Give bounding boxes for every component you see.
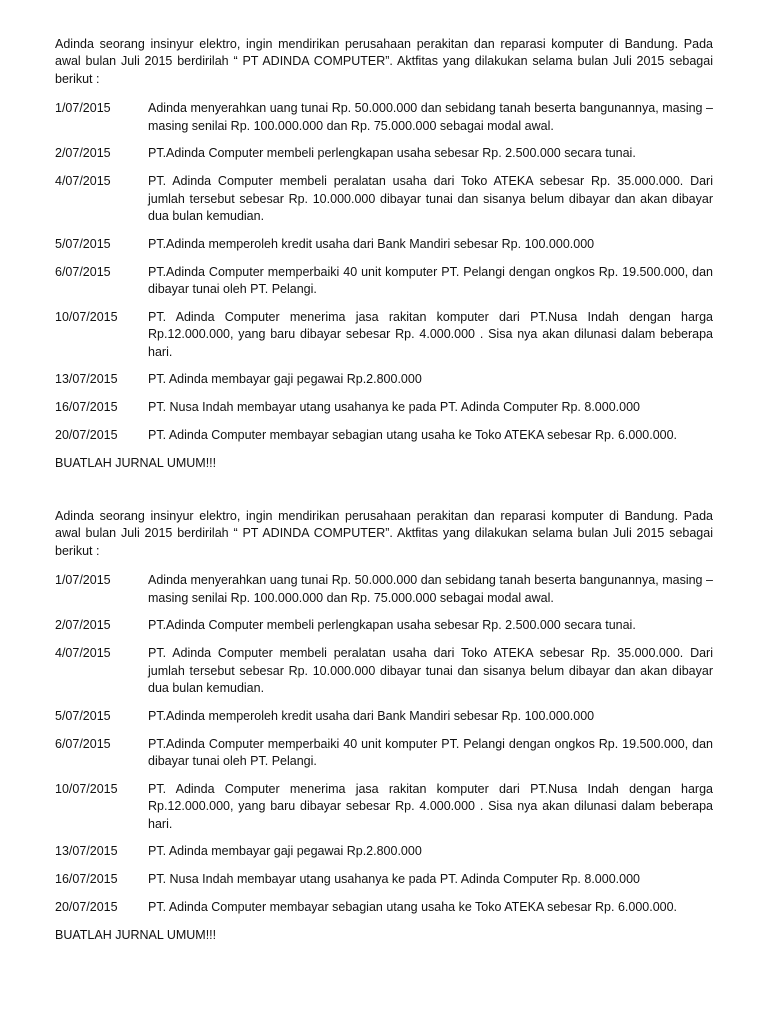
transaction-entry: [55, 645, 713, 697]
transaction-date: 5/07/2015: [55, 236, 111, 251]
transaction-date: 16/07/2015: [55, 872, 118, 887]
transaction-description: PT.Adinda memperoleh kredit usaha dari Bank Mandiri sebesar Rp. 100.000.000: [148, 236, 595, 251]
intro-paragraph: Adinda seorang insinyur elektro, ingin mendirikan perusahaan perakitan dan reparasi komputer di Bandung. Pada awal bulan Juli 2015 berdirilah “ PT ADINDA COMPUTER”. Aktfitas yang dilakukan selama bulan Juli 2015 sebagai berikut :: [55, 509, 713, 558]
transaction-date: 1/07/2015: [55, 101, 111, 116]
transaction-entry: [55, 736, 713, 771]
transaction-date: 1/07/2015: [55, 573, 111, 588]
instruction-text: BUATLAH JURNAL UMUM!!!: [55, 928, 217, 943]
transaction-description: PT. Adinda Computer membeli peralatan usaha dari Toko ATEKA sebesar Rp. 35.000.000. Dari jumlah tersebut sebesar Rp. 10.000.000 dibayar tunai dan sisanya belum dibayar dan akan dibayar dua bulan kemudian.: [148, 646, 713, 695]
transaction-entry: [55, 871, 713, 888]
transaction-date: 5/07/2015: [55, 708, 111, 723]
transaction-entry: [55, 399, 713, 416]
transaction-description: PT.Adinda Computer membeli perlengkapan usaha sebesar Rp. 2.500.000 secara tunai.: [148, 618, 636, 633]
transaction-list: [55, 572, 713, 916]
transaction-entry: [55, 899, 713, 916]
transaction-entry: [55, 427, 713, 444]
transaction-description: PT. Adinda Computer membayar sebagian utang usaha ke Toko ATEKA sebesar Rp. 6.000.000.: [148, 428, 678, 443]
transaction-entry: [55, 173, 713, 225]
transaction-description: PT. Adinda Computer menerima jasa rakitan komputer dari PT.Nusa Indah dengan harga Rp.12.000.000, yang baru dibayar sebesar Rp. 4.000.000 . Sisa nya akan dilunasi dalam beberapa hari.: [148, 309, 713, 359]
transaction-entry: [55, 309, 713, 361]
transaction-description: PT. Nusa Indah membayar utang usahanya ke pada PT. Adinda Computer Rp. 8.000.000: [148, 872, 640, 887]
transaction-description: PT. Adinda Computer membeli peralatan usaha dari Toko ATEKA sebesar Rp. 35.000.000. Dari jumlah tersebut sebesar Rp. 10.000.000 dibayar tunai dan sisanya belum dibayar dan akan dibayar dua bulan kemudian.: [148, 174, 713, 223]
transaction-entry: [55, 236, 713, 253]
transaction-date: 4/07/2015: [55, 174, 111, 189]
transaction-entry: [55, 264, 713, 299]
transaction-entry: [55, 572, 713, 607]
transaction-description: PT.Adinda Computer membeli perlengkapan usaha sebesar Rp. 2.500.000 secara tunai.: [148, 146, 636, 161]
transaction-description: PT.Adinda Computer memperbaiki 40 unit komputer PT. Pelangi dengan ongkos Rp. 19.500.000, dan dibayar tunai oleh PT. Pelangi.: [148, 264, 713, 297]
transaction-date: 10/07/2015: [55, 309, 118, 324]
transaction-date: 2/07/2015: [55, 146, 111, 161]
transaction-description: PT. Nusa Indah membayar utang usahanya ke pada PT. Adinda Computer Rp. 8.000.000: [148, 400, 640, 415]
transaction-list: [55, 100, 713, 444]
transaction-description: PT.Adinda memperoleh kredit usaha dari Bank Mandiri sebesar Rp. 100.000.000: [148, 708, 595, 723]
intro-paragraph: Adinda seorang insinyur elektro, ingin mendirikan perusahaan perakitan dan reparasi komputer di Bandung. Pada awal bulan Juli 2015 berdirilah “ PT ADINDA COMPUTER”. Aktfitas yang dilakukan selama bulan Juli 2015 sebagai berikut :: [55, 37, 713, 86]
problem-section-2: [55, 508, 713, 944]
transaction-description: Adinda menyerahkan uang tunai Rp. 50.000.000 dan sebidang tanah beserta bangunannya, masing – masing senilai Rp. 100.000.000 dan Rp. 75.000.000 sebagai modal awal.: [148, 101, 713, 133]
transaction-date: 2/07/2015: [55, 618, 111, 633]
transaction-date: 20/07/2015: [55, 900, 118, 915]
transaction-description: PT. Adinda Computer menerima jasa rakitan komputer dari PT.Nusa Indah dengan harga Rp.12.000.000, yang baru dibayar sebesar Rp. 4.000.000 . Sisa nya akan dilunasi dalam beberapa hari.: [148, 781, 713, 831]
transaction-date: 4/07/2015: [55, 646, 111, 661]
transaction-entry: [55, 617, 713, 634]
transaction-entry: [55, 781, 713, 833]
transaction-description: PT. Adinda Computer membayar sebagian utang usaha ke Toko ATEKA sebesar Rp. 6.000.000.: [148, 900, 678, 915]
transaction-entry: [55, 708, 713, 725]
instruction-text: BUATLAH JURNAL UMUM!!!: [55, 456, 217, 471]
transaction-date: 16/07/2015: [55, 400, 118, 415]
transaction-date: 13/07/2015: [55, 372, 118, 387]
transaction-date: 6/07/2015: [55, 736, 111, 751]
transaction-entry: [55, 100, 713, 135]
transaction-entry: [55, 843, 713, 860]
transaction-description: PT. Adinda membayar gaji pegawai Rp.2.800.000: [148, 372, 422, 387]
problem-section-1: [55, 36, 713, 472]
transaction-date: 13/07/2015: [55, 844, 118, 859]
transaction-date: 20/07/2015: [55, 428, 118, 443]
transaction-entry: [55, 371, 713, 388]
transaction-date: 6/07/2015: [55, 264, 111, 279]
transaction-description: PT. Adinda membayar gaji pegawai Rp.2.800.000: [148, 844, 422, 859]
transaction-description: PT.Adinda Computer memperbaiki 40 unit komputer PT. Pelangi dengan ongkos Rp. 19.500.000, dan dibayar tunai oleh PT. Pelangi.: [148, 736, 713, 769]
transaction-date: 10/07/2015: [55, 781, 118, 796]
transaction-description: Adinda menyerahkan uang tunai Rp. 50.000.000 dan sebidang tanah beserta bangunannya, masing – masing senilai Rp. 100.000.000 dan Rp. 75.000.000 sebagai modal awal.: [148, 573, 713, 605]
transaction-entry: [55, 145, 713, 162]
